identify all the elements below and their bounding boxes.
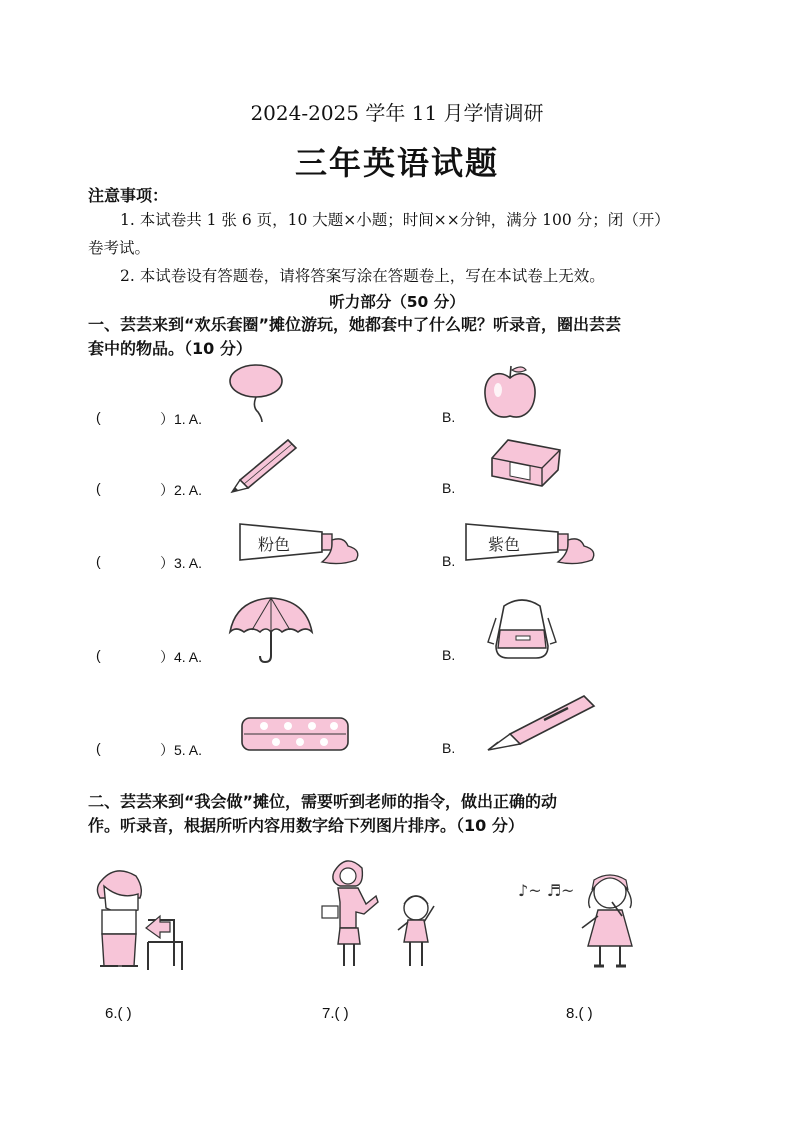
- q1-label: ）1. A.: [160, 411, 203, 427]
- girl-singing-icon[interactable]: [516, 866, 646, 976]
- girl-sit-down-icon[interactable]: [86, 866, 190, 976]
- pink-paint-tube-icon[interactable]: [236, 520, 366, 570]
- eraser-icon[interactable]: [486, 434, 566, 490]
- teacher-and-girl-icon[interactable]: [316, 856, 446, 976]
- q3-answer-paren[interactable]: (: [96, 553, 101, 569]
- pen-icon[interactable]: [484, 690, 600, 754]
- q4-label: ）4. A.: [160, 649, 203, 665]
- q1-answer-paren[interactable]: (: [96, 409, 101, 425]
- part2-instruction-line-1: 二、芸芸来到“我会做”摊位，需要听到老师的指令，做出正确的动: [88, 792, 558, 811]
- notice-item-1-line-2: 卷考试。: [88, 239, 151, 257]
- purple-tube-label: 紫色: [488, 535, 521, 554]
- q4-answer-paren[interactable]: (: [96, 647, 101, 663]
- q2-b-label: B.: [442, 480, 456, 496]
- q2-label: ）2. A.: [160, 482, 203, 498]
- svg-text:♪~ ♬~: ♪~ ♬~: [518, 881, 575, 900]
- notice-item-1-line-1: 1. 本试卷共 1 张 6 页，10 大题×小题；时间××分钟，满分 100 分；闭（开）: [120, 211, 670, 229]
- pencil-box-icon[interactable]: [238, 712, 354, 756]
- q4-b-label: B.: [442, 647, 456, 663]
- pink-tube-label: 粉色: [258, 535, 291, 554]
- part1-instruction-line-2: 套中的物品。（10 分）: [88, 339, 252, 358]
- answer-6[interactable]: 6.( ): [105, 1005, 132, 1022]
- purple-paint-tube-icon[interactable]: [462, 520, 602, 570]
- exam-subtitle: 2024-2025 学年 11 月学情调研: [250, 101, 544, 125]
- q3-b-label: B.: [442, 553, 456, 569]
- part1-instruction-line-1: 一、芸芸来到“欢乐套圈”摊位游玩，她都套中了什么呢？听录音，圈出芸芸: [88, 315, 622, 334]
- q5-b-label: B.: [442, 740, 456, 756]
- balloon-icon[interactable]: [226, 362, 286, 424]
- part2-instruction-line-2: 作。听录音，根据所听内容用数字给下列图片排序。（10 分）: [88, 816, 524, 835]
- q5-label: ）5. A.: [160, 742, 203, 758]
- pencil-icon[interactable]: [226, 434, 302, 494]
- q2-answer-paren[interactable]: (: [96, 480, 101, 496]
- listening-section-title: 听力部分（50 分）: [329, 293, 465, 311]
- answer-8[interactable]: 8.( ): [566, 1005, 593, 1022]
- answer-7[interactable]: 7.( ): [322, 1005, 349, 1022]
- q3-label: ）3. A.: [160, 555, 203, 571]
- umbrella-icon[interactable]: [226, 594, 316, 666]
- apple-icon[interactable]: [480, 362, 540, 424]
- backpack-icon[interactable]: [482, 596, 562, 664]
- exam-title: 三年英语试题: [294, 144, 499, 182]
- notice-item-2: 2. 本试卷设有答题卷，请将答案写涂在答题卷上，写在本试卷上无效。: [120, 267, 605, 285]
- notice-heading: 注意事项：: [88, 186, 169, 205]
- q1-b-label: B.: [442, 409, 456, 425]
- q5-answer-paren[interactable]: (: [96, 740, 101, 756]
